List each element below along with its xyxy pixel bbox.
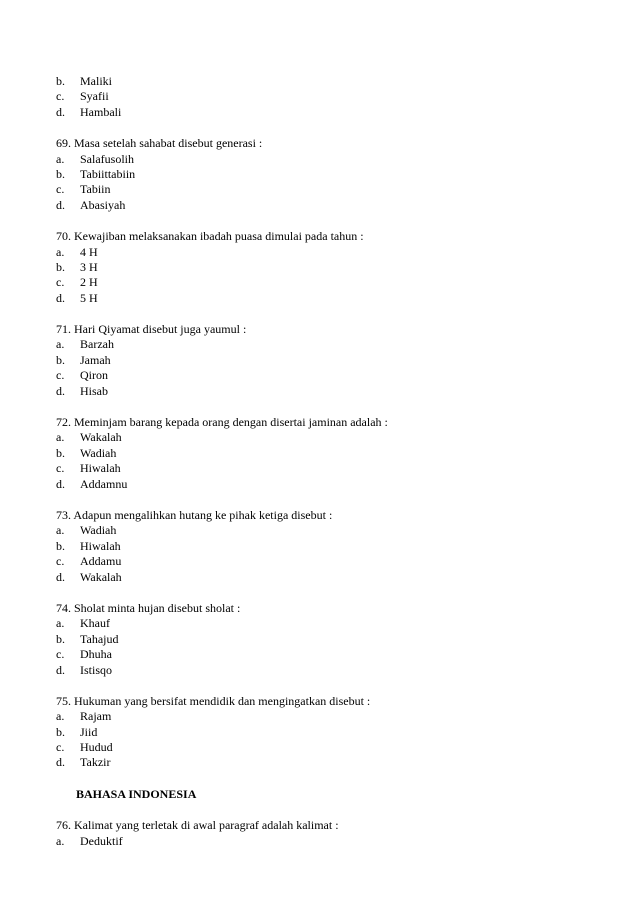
answer-option	[56, 740, 596, 755]
spacer	[56, 802, 596, 818]
answer-option	[56, 384, 596, 399]
question-block	[56, 601, 596, 678]
answer-option	[56, 616, 596, 631]
question-block	[56, 508, 596, 585]
answer-option	[56, 198, 596, 213]
option-letter: b.	[56, 631, 65, 646]
question-text: 75. Hukuman yang bersifat mendidik dan mengingatkan disebut :	[56, 693, 371, 708]
answer-option	[56, 709, 596, 724]
option-text: Dhuha	[80, 647, 112, 662]
option-text: Syafii	[80, 89, 109, 104]
question-text: 73. Adapun mengalihkan hutang ke pihak ketiga disebut :	[56, 507, 333, 522]
answer-option	[56, 430, 596, 445]
option-text: Deduktif	[80, 833, 123, 848]
answer-option	[56, 461, 596, 476]
option-letter: a.	[56, 430, 65, 445]
option-text: Qiron	[80, 368, 108, 383]
option-letter: b.	[56, 538, 65, 553]
answer-option	[56, 539, 596, 554]
answer-option	[56, 275, 596, 290]
option-text: Abasiyah	[80, 197, 126, 212]
option-text: Tahajud	[80, 631, 119, 646]
option-letter: a.	[56, 709, 65, 724]
answer-option	[56, 663, 596, 678]
option-letter: a.	[56, 244, 65, 259]
question-list-bahasa-indonesia	[56, 802, 596, 849]
question-text: 72. Meminjam barang kepada orang dengan disertai jaminan adalah :	[56, 415, 388, 430]
spacer	[56, 771, 596, 787]
option-letter: d.	[56, 383, 65, 398]
option-text: Hiwalah	[80, 538, 121, 553]
question-block	[56, 136, 596, 213]
answer-option	[56, 167, 596, 182]
question-text: 76. Kalimat yang terletak di awal paragraf adalah kalimat :	[56, 818, 339, 833]
answer-option	[56, 477, 596, 492]
option-text: Takzir	[80, 755, 111, 770]
option-text: 5 H	[80, 290, 98, 305]
option-text: Jamah	[80, 352, 111, 367]
option-text: Jiid	[80, 724, 98, 739]
option-letter: d.	[56, 662, 65, 677]
option-text: Wadiah	[80, 523, 117, 538]
question-block	[56, 229, 596, 306]
question-text: 74. Sholat minta hujan disebut sholat :	[56, 600, 241, 615]
option-letter: d.	[56, 569, 65, 584]
question-block	[56, 322, 596, 399]
spacer	[56, 399, 596, 415]
option-letter: c.	[56, 182, 65, 197]
answer-option	[56, 834, 596, 849]
answer-option	[56, 291, 596, 306]
option-letter: d.	[56, 197, 65, 212]
option-letter: c.	[56, 461, 65, 476]
question-block	[56, 694, 596, 771]
option-text: Wadiah	[80, 445, 117, 460]
answer-option	[56, 152, 596, 167]
spacer	[56, 120, 596, 136]
option-text: Wakalah	[80, 430, 122, 445]
document-content	[56, 74, 596, 849]
answer-option	[56, 89, 596, 104]
option-text: Tabiin	[80, 182, 111, 197]
question-block	[56, 415, 596, 492]
option-text: Istisqo	[80, 662, 113, 677]
option-letter: a.	[56, 337, 65, 352]
spacer	[56, 306, 596, 322]
option-letter: c.	[56, 554, 65, 569]
question-block	[56, 818, 596, 849]
option-text: Barzah	[80, 337, 114, 352]
answer-option	[56, 632, 596, 647]
option-text: Hisab	[80, 383, 108, 398]
option-letter: c.	[56, 275, 65, 290]
answer-option	[56, 755, 596, 770]
option-letter: a.	[56, 833, 65, 848]
option-text: Addamu	[80, 554, 122, 569]
option-text: Khauf	[80, 616, 110, 631]
answer-option	[56, 260, 596, 275]
answer-option	[56, 446, 596, 461]
option-text: Salafusolih	[80, 151, 134, 166]
answer-option	[56, 523, 596, 538]
option-letter: d.	[56, 290, 65, 305]
question-list-agama	[56, 120, 596, 771]
option-letter: b.	[56, 74, 65, 88]
option-letter: b.	[56, 724, 65, 739]
answer-option	[56, 554, 596, 569]
answer-option	[56, 245, 596, 260]
option-letter: b.	[56, 445, 65, 460]
question-text: 71. Hari Qiyamat disebut juga yaumul :	[56, 322, 247, 337]
option-letter: d.	[56, 755, 65, 770]
spacer	[56, 213, 596, 229]
answer-option	[56, 74, 596, 89]
answer-option	[56, 105, 596, 120]
answer-option	[56, 182, 596, 197]
answer-option	[56, 368, 596, 383]
leading-options	[56, 74, 596, 120]
answer-option	[56, 337, 596, 352]
option-text: Rajam	[80, 709, 112, 724]
spacer	[56, 585, 596, 601]
option-letter: c.	[56, 647, 65, 662]
option-letter: d.	[56, 476, 65, 491]
answer-option	[56, 725, 596, 740]
option-text: Hiwalah	[80, 461, 121, 476]
option-letter: d.	[56, 104, 65, 119]
option-letter: c.	[56, 740, 65, 755]
option-text: 4 H	[80, 244, 98, 259]
answer-option	[56, 353, 596, 368]
option-letter: a.	[56, 151, 65, 166]
option-text: 2 H	[80, 275, 98, 290]
option-letter: b.	[56, 352, 65, 367]
answer-option	[56, 647, 596, 662]
option-letter: a.	[56, 523, 65, 538]
option-text: Tabiittabiin	[80, 166, 136, 181]
answer-option	[56, 570, 596, 585]
option-text: 3 H	[80, 259, 98, 274]
option-text: Maliki	[80, 74, 112, 88]
option-letter: c.	[56, 368, 65, 383]
spacer	[56, 678, 596, 694]
option-letter: c.	[56, 89, 65, 104]
option-letter: b.	[56, 166, 65, 181]
option-text: Hambali	[80, 104, 122, 119]
option-text: Addamnu	[80, 476, 128, 491]
option-letter: a.	[56, 616, 65, 631]
section-heading: BAHASA INDONESIA	[76, 786, 197, 801]
spacer	[56, 492, 596, 508]
option-letter: b.	[56, 259, 65, 274]
option-text: Hudud	[80, 740, 113, 755]
option-text: Wakalah	[80, 569, 122, 584]
question-text: 69. Masa setelah sahabat disebut generasi :	[56, 136, 263, 151]
question-text: 70. Kewajiban melaksanakan ibadah puasa dimulai pada tahun :	[56, 229, 364, 244]
